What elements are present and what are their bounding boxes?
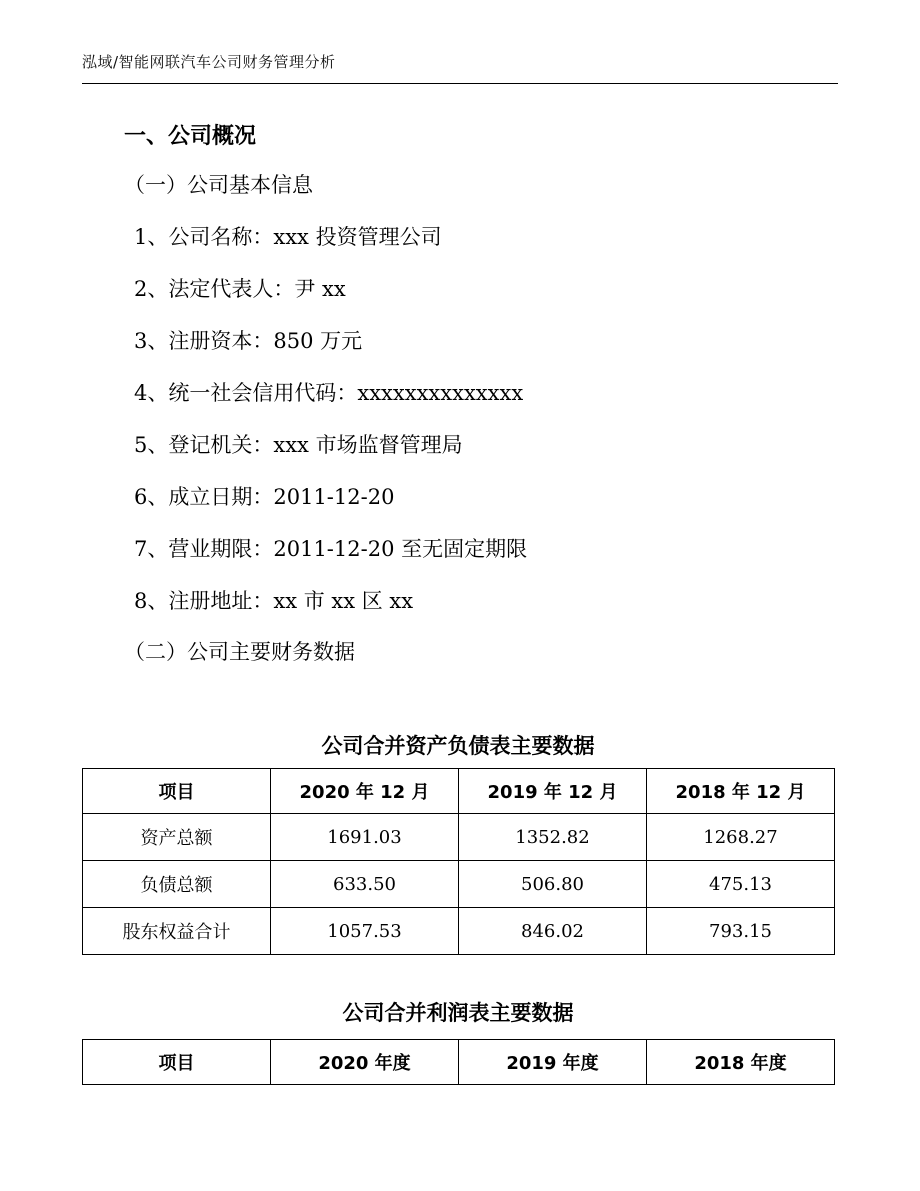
table-cell: 793.15 [647, 908, 835, 955]
section-heading: 一、公司概况 [124, 124, 257, 149]
column-header: 2018 年 12 月 [647, 769, 835, 814]
table-header-row [83, 769, 835, 814]
info-establishment-date: 6、成立日期：2011-12-20 [134, 485, 395, 509]
info-registration-authority: 5、登记机关：xxx 市场监督管理局 [134, 433, 463, 457]
info-legal-representative: 2、法定代表人：尹 xx [134, 277, 346, 301]
column-header: 2020 年 12 月 [271, 769, 459, 814]
balance-table-title: 公司合并资产负债表主要数据 [321, 734, 595, 758]
subsection-financial-data: （二）公司主要财务数据 [124, 640, 355, 664]
table-header-row [83, 1040, 835, 1085]
balance-sheet-table [82, 768, 835, 955]
info-credit-code: 4、统一社会信用代码：xxxxxxxxxxxxxx [134, 381, 524, 405]
column-header: 2018 年度 [647, 1040, 835, 1085]
income-table-title: 公司合并利润表主要数据 [342, 1001, 574, 1025]
table-row [83, 814, 835, 861]
header-divider [82, 83, 838, 84]
row-label: 负债总额 [83, 861, 271, 908]
table-row [83, 861, 835, 908]
income-statement-table [82, 1039, 835, 1085]
info-registered-capital: 3、注册资本：850 万元 [134, 329, 363, 353]
table-cell: 1691.03 [271, 814, 459, 861]
subsection-basic-info: （一）公司基本信息 [124, 173, 313, 197]
info-business-term: 7、营业期限：2011-12-20 至无固定期限 [134, 537, 528, 561]
column-header: 2019 年 12 月 [459, 769, 647, 814]
column-header: 项目 [83, 1040, 271, 1085]
info-registered-address: 8、注册地址：xx 市 xx 区 xx [134, 589, 414, 613]
table-cell: 1057.53 [271, 908, 459, 955]
column-header: 项目 [83, 769, 271, 814]
table-cell: 475.13 [647, 861, 835, 908]
table-cell: 846.02 [459, 908, 647, 955]
table-cell: 506.80 [459, 861, 647, 908]
table-cell: 633.50 [271, 861, 459, 908]
column-header: 2019 年度 [459, 1040, 647, 1085]
table-cell: 1352.82 [459, 814, 647, 861]
table-cell: 1268.27 [647, 814, 835, 861]
info-company-name: 1、公司名称：xxx 投资管理公司 [134, 225, 442, 249]
column-header: 2020 年度 [271, 1040, 459, 1085]
table-row [83, 908, 835, 955]
row-label: 资产总额 [83, 814, 271, 861]
row-label: 股东权益合计 [83, 908, 271, 955]
running-header: 泓域/智能网联汽车公司财务管理分析 [82, 53, 336, 71]
